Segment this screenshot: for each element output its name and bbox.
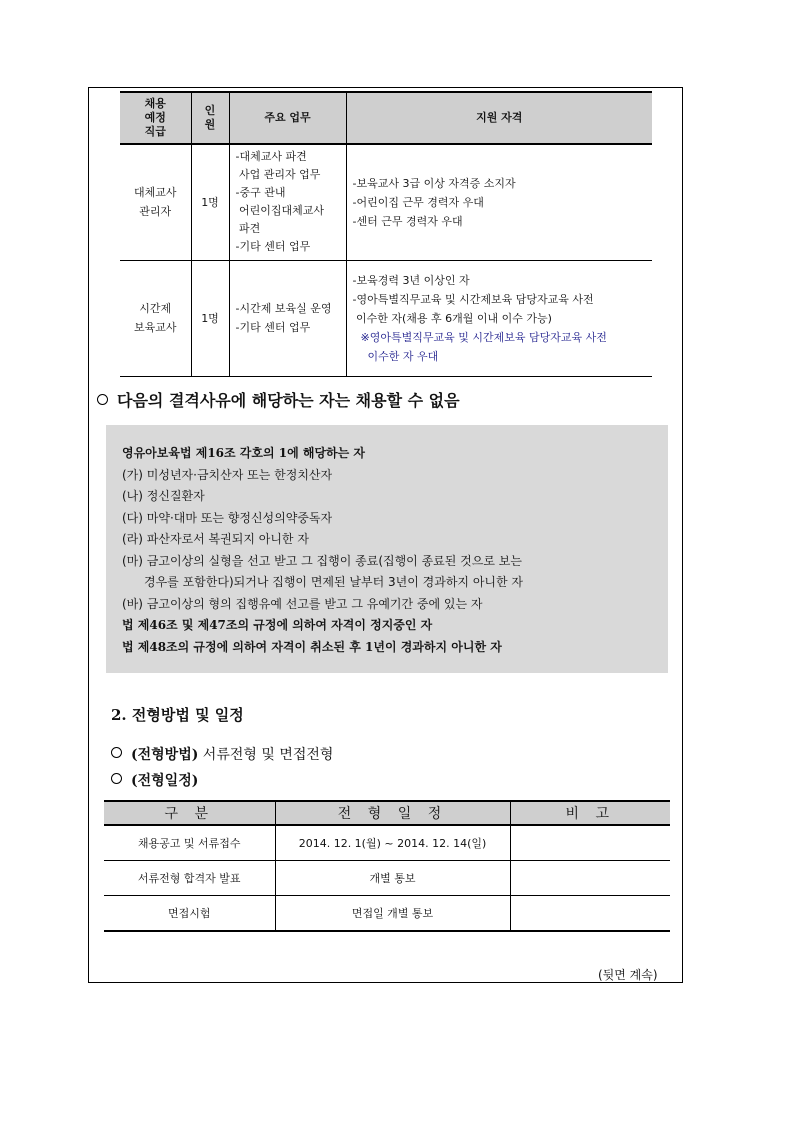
- list-item: (가) 미성년자·금치산자 또는 한정치산자: [122, 467, 333, 482]
- qual-line: -센터 근무 경력자 우대: [352, 214, 463, 228]
- duty-line: -시간제 보육실 운영: [235, 302, 332, 315]
- preference-note: ※영아특별직무교육 및 시간제보육 담당자교육 사전: [360, 330, 607, 344]
- header-schedule: 전 형 일 정: [275, 801, 510, 825]
- qual-line: -영아특별직무교육 및 시간제보육 담당자교육 사전: [352, 292, 594, 306]
- count-cell: 1명: [191, 144, 229, 260]
- schedule-table-header: [104, 801, 670, 825]
- duty-line: 사업 관리자 업무: [235, 168, 321, 182]
- duty-line: 파견: [235, 222, 261, 236]
- duty-line: -중구 관내: [235, 186, 286, 200]
- position-cell: 대체교사 관리자: [120, 144, 191, 260]
- section-title: 2. 전형방법 및 일정: [111, 706, 244, 724]
- positions-table: [120, 91, 652, 377]
- list-item: (마) 금고이상의 실형을 선고 받고 그 집행이 종료(집행이 종료된 것으로 보는: [122, 553, 522, 568]
- list-item: (바) 금고이상의 형의 집행유예 선고를 받고 그 유예기간 중에 있는 자: [122, 596, 483, 611]
- header-qualifications: 지원 자격: [346, 92, 652, 144]
- duty-line: -기타 센터 업무: [235, 321, 311, 334]
- circle-bullet-icon: [111, 773, 122, 784]
- qual-line: -어린이집 근무 경력자 우대: [352, 195, 484, 209]
- list-item: (라) 파산자로서 복권되지 아니한 자: [122, 532, 309, 546]
- qualifications-cell: [346, 260, 652, 376]
- law-item: 법 제48조의 규정에 의하여 자격이 취소된 후 1년이 경과하지 아니한 자: [122, 639, 502, 654]
- law-item: 법 제46조 및 제47조의 규정에 의하여 자격이 정지중인 자: [122, 618, 433, 632]
- circle-bullet-icon: [111, 747, 122, 758]
- remarks-cell: [510, 861, 670, 896]
- qualifications-cell: [346, 144, 652, 260]
- count-cell: 1명: [191, 260, 229, 376]
- disqualify-heading: [97, 388, 460, 411]
- qual-line: -보육경력 3년 이상인 자: [352, 273, 470, 287]
- category-cell: 서류전형 합격자 발표: [104, 861, 275, 896]
- position-cell: 시간제 보육교사: [120, 260, 191, 376]
- qual-line: 이수한 자(채용 후 6개월 이내 이수 가능): [352, 311, 552, 325]
- category-cell: 면접시험: [104, 896, 275, 932]
- disqualify-title: 영유아보육법 제16조 각호의 1에 해당하는 자: [122, 446, 366, 460]
- schedule-table: [104, 800, 670, 932]
- header-category: 구 분: [104, 801, 275, 825]
- header-position: 채용 예정 직급: [120, 92, 191, 144]
- schedule-line: [111, 770, 198, 790]
- schedule-label: (전형일정): [131, 773, 199, 789]
- method-label: (전형방법): [131, 747, 199, 763]
- table-row: [120, 144, 652, 260]
- table-row: [104, 896, 670, 932]
- remarks-cell: [510, 896, 670, 932]
- duties-cell: [229, 144, 346, 260]
- method-line: [111, 744, 333, 764]
- schedule-cell: 2014. 12. 1(월) ~ 2014. 12. 14(일): [275, 825, 510, 861]
- header-remarks: 비 고: [510, 801, 670, 825]
- duty-line: -대체교사 파견: [235, 150, 307, 164]
- list-item: (다) 마약·대마 또는 향정신성의약중독자: [122, 510, 333, 525]
- list-item: 경우를 포함한다)되거나 집행이 면제된 날부터 3년이 경과하지 아니한 자: [144, 575, 524, 589]
- schedule-cell: 면접일 개별 통보: [275, 896, 510, 932]
- category-cell: 채용공고 및 서류접수: [104, 825, 275, 861]
- table-row: [120, 260, 652, 376]
- preference-note: 이수한 자 우대: [360, 349, 439, 363]
- disqualify-heading-text: 다음의 결격사유에 해당하는 자는 채용할 수 없음: [117, 391, 460, 410]
- schedule-cell: 개별 통보: [275, 861, 510, 896]
- remarks-cell: [510, 825, 670, 861]
- list-item: (나) 정신질환자: [122, 489, 205, 503]
- table-row: [104, 825, 670, 861]
- method-text: 서류전형 및 면접전형: [198, 747, 334, 763]
- disqualify-box: [106, 425, 668, 673]
- header-duties: 주요 업무: [229, 92, 346, 144]
- table-row: [104, 861, 670, 896]
- duty-line: 어린이집대체교사: [235, 204, 325, 218]
- duties-cell: [229, 260, 346, 376]
- qual-line: -보육교사 3급 이상 자격증 소지자: [352, 176, 516, 190]
- header-count: 인 원: [191, 92, 229, 144]
- continued-note: (뒷면 계속): [598, 968, 658, 982]
- positions-table-header: [120, 92, 652, 144]
- duty-line: -기타 센터 업무: [235, 240, 311, 254]
- circle-bullet-icon: [97, 394, 108, 405]
